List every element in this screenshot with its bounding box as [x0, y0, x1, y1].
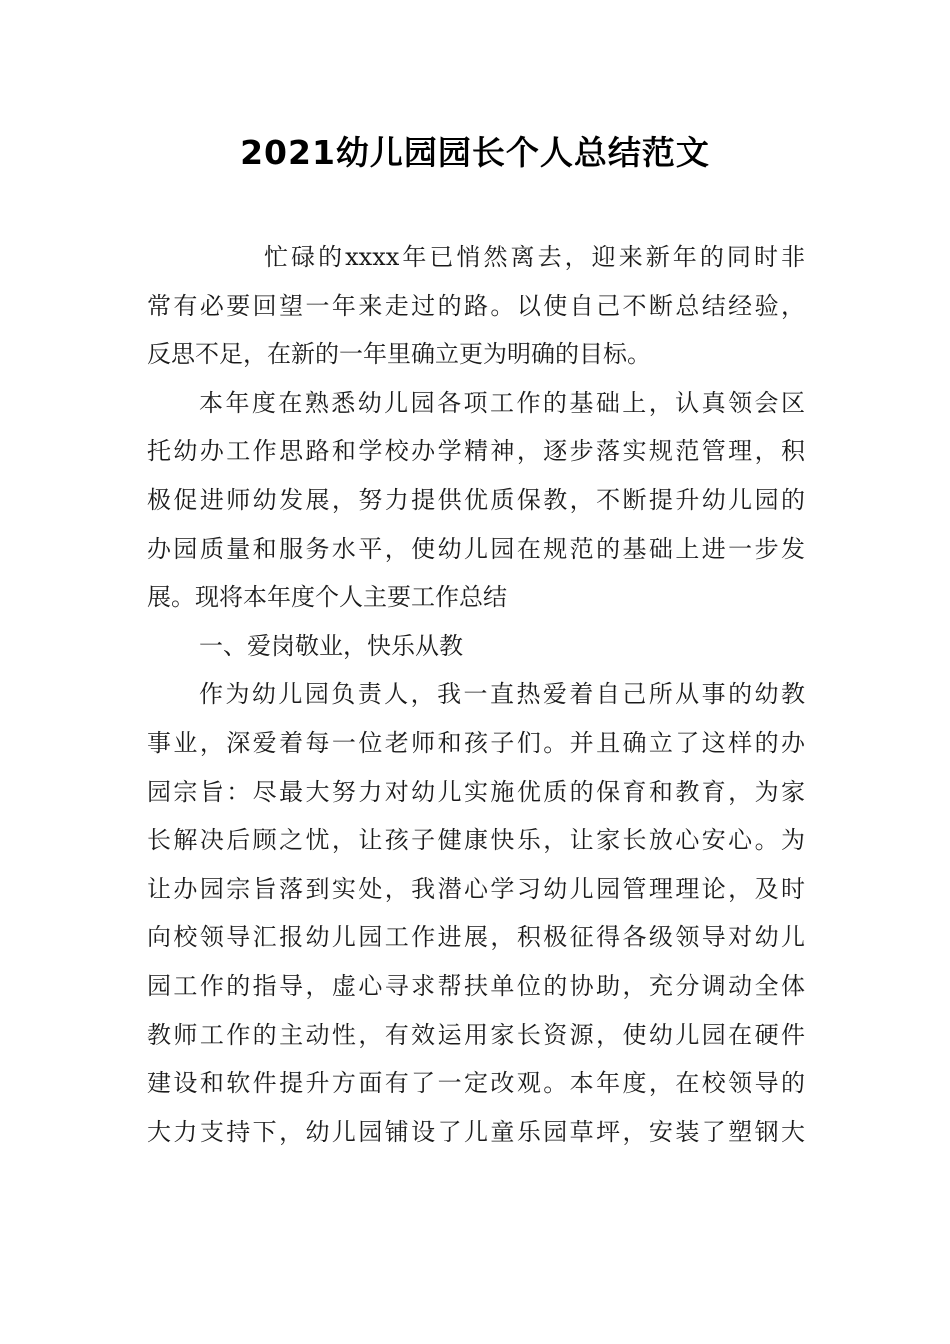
paragraph-line: 大力支持下，幼儿园铺设了儿童乐园草坪，安装了塑钢大 [147, 1117, 805, 1146]
paragraph-line: 园工作的指导，虚心寻求帮扶单位的协助，充分调动全体 [147, 971, 805, 1000]
paragraph-line: 忙碌的xxxx年已悄然离去，迎来新年的同时非 [264, 243, 805, 271]
paragraph-line: 向校领导汇报幼儿园工作进展，积极征得各级领导对幼儿 [147, 923, 805, 952]
section-heading: 一、爱岗敬业，快乐从教 [199, 631, 463, 660]
paragraph-line: 让办园宗旨落到实处，我潜心学习幼儿园管理理论，及时 [147, 874, 805, 903]
paragraph-line: 反思不足，在新的一年里确立更为明确的目标。 [147, 340, 651, 369]
document-body [147, 233, 805, 1156]
paragraph-line: 园宗旨：尽最大努力对幼儿实施优质的保育和教育，为家 [147, 777, 805, 806]
paragraph-line: 极促进师幼发展，努力提供优质保教，不断提升幼儿园的 [147, 485, 805, 514]
paragraph-line: 展。现将本年度个人主要工作总结 [147, 583, 507, 612]
paragraph-line: 长解决后顾之忧，让孩子健康快乐，让家长放心安心。为 [147, 826, 805, 855]
document-title: 2021幼儿园园长个人总结范文 [240, 133, 710, 172]
paragraph-line: 常有必要回望一年来走过的路。以使自己不断总结经验， [147, 291, 805, 320]
paragraph-line: 建设和软件提升方面有了一定改观。本年度，在校领导的 [147, 1069, 805, 1098]
paragraph-line: 作为幼儿园负责人，我一直热爱着自己所从事的幼教 [199, 680, 805, 709]
paragraph-line: 托幼办工作思路和学校办学精神，逐步落实规范管理，积 [147, 437, 805, 466]
paragraph-line: 教师工作的主动性，有效运用家长资源，使幼儿园在硬件 [147, 1020, 805, 1049]
paragraph-line: 本年度在熟悉幼儿园各项工作的基础上，认真领会区 [199, 388, 805, 417]
paragraph-line: 办园质量和服务水平，使幼儿园在规范的基础上进一步发 [147, 534, 805, 563]
paragraph-line: 事业，深爱着每一位老师和孩子们。并且确立了这样的办 [147, 728, 805, 757]
